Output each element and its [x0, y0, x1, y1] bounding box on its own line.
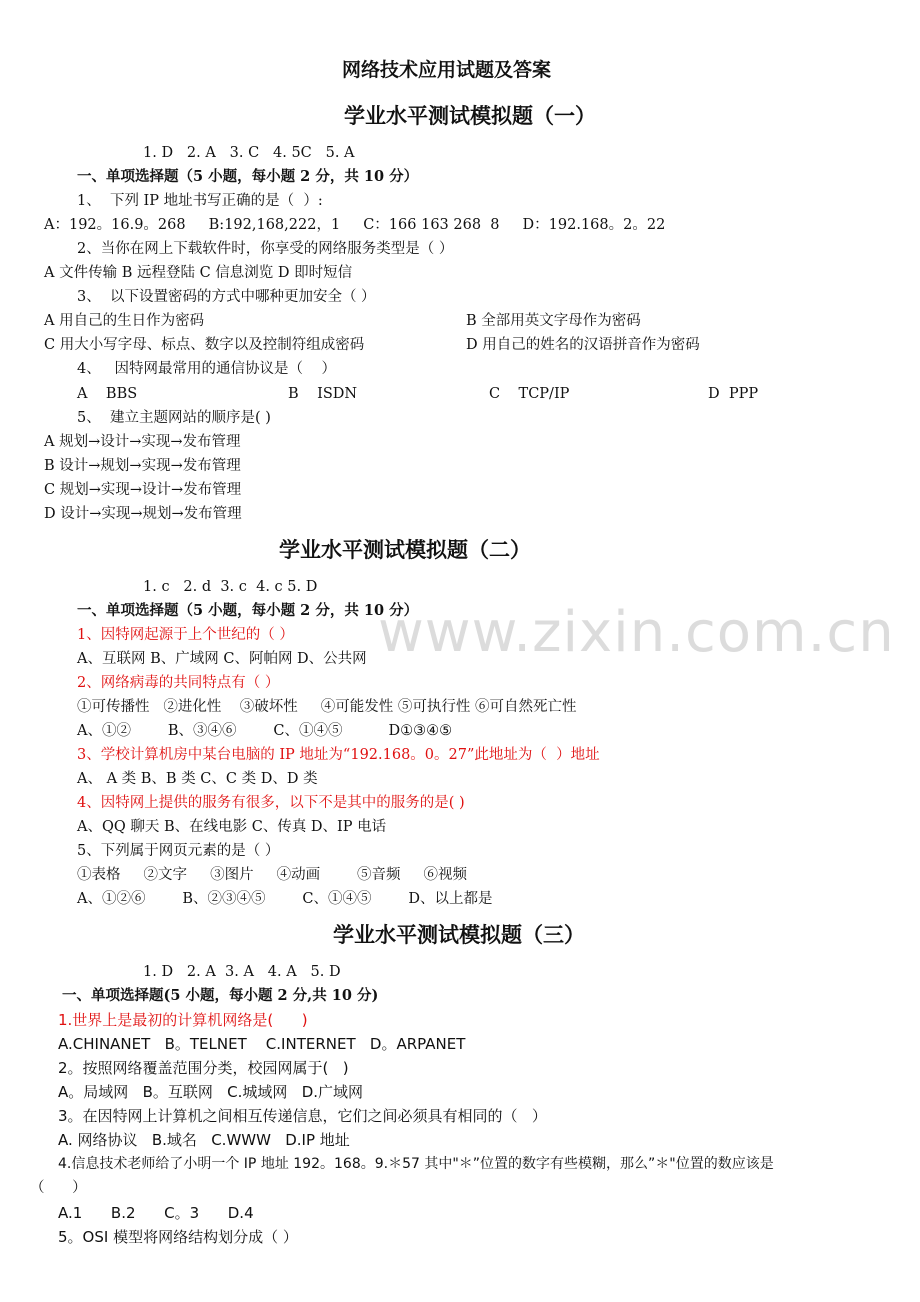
page-title: 网络技术应用试题及答案: [342, 59, 552, 81]
test1-q5-d: D 设计→实现→规划→发布管理: [44, 506, 242, 522]
test1-heading: 学业水平测试模拟题（一）: [344, 103, 596, 128]
test2-q4: 4、因特网上提供的服务有很多，以下不是其中的服务的是( ): [77, 795, 465, 811]
test2-q1: 1、因特网起源于上个世纪的（ ）: [77, 627, 294, 643]
test1-q5: 5、 建立主题网站的顺序是( ): [77, 410, 271, 426]
test1-q2-options: A 文件传输 B 远程登陆 C 信息浏览 D 即时短信: [44, 265, 353, 281]
test1-q4: 4、 因特网最常用的通信协议是（ ）: [77, 361, 336, 377]
test3-heading: 学业水平测试模拟题（三）: [333, 922, 585, 947]
test2-q5: 5、下列属于网页元素的是（ ）: [77, 843, 280, 859]
test2-q2-options: A、①② B、③④⑥ C、①④⑤ D①③④⑤: [77, 723, 453, 739]
test1-answers: 1. D 2. A 3. C 4. 5C 5. A: [143, 145, 355, 161]
test3-q4-options: A.1 B.2 C。3 D.4: [58, 1204, 254, 1222]
test2-q5-items: ①表格 ②文字 ③图片 ④动画 ⑤音频 ⑥视频: [77, 867, 468, 883]
test2-q1-options: A、互联网 B、广域网 C、阿帕网 D、公共网: [77, 651, 367, 667]
test3-q4: 4.信息技术老师给了小明一个 IP 地址 192。168。9.＊57 其中"＊”位置的数字有些模糊，那么”＊"位置的数应该是: [58, 1156, 774, 1172]
test3-q1-options: A.CHINANET B。TELNET C.INTERNET D。ARPANET: [58, 1035, 466, 1053]
test3-q2: 2。按照网络覆盖范围分类，校园网属于( ): [58, 1059, 349, 1077]
test3-q1: 1.世界上是最初的计算机网络是( ): [58, 1011, 308, 1029]
test3-q3-options: A. 网络协议 B.域名 C.WWW D.IP 地址: [58, 1131, 350, 1149]
test1-q4-d: D PPP: [708, 386, 759, 402]
test1-q4-b: B ISDN: [288, 386, 358, 402]
test2-q2: 2、网络病毒的共同特点有（ ）: [77, 675, 280, 691]
test2-heading: 学业水平测试模拟题（二）: [279, 537, 531, 562]
test1-q4-c: C TCP/IP: [489, 386, 570, 402]
test3-q4-cont: （ ）: [30, 1180, 87, 1196]
test3-q5: 5。OSI 模型将网络结构划分成（ ）: [58, 1228, 298, 1246]
test1-q3-a: A 用自己的生日作为密码: [44, 313, 205, 329]
test2-section: 一、单项选择题（5 小题，每小题 2 分，共 10 分）: [77, 602, 419, 619]
test1-q5-a: A 规划→设计→实现→发布管理: [44, 434, 241, 450]
test1-q4-a: A BBS: [77, 386, 138, 402]
test2-q3: 3、学校计算机房中某台电脑的 IP 地址为“192.168。0。27”此地址为（ ）地址: [77, 747, 600, 763]
test1-q3-b: B 全部用英文字母作为密码: [466, 313, 641, 329]
test2-q3-options: A、 A 类 B、B 类 C、C 类 D、D 类: [77, 771, 318, 787]
test1-q5-b: B 设计→规划→实现→发布管理: [44, 458, 241, 474]
test1-q1-options: A：192。16.9。268 B:192,168,222，1 C：166 163 268 8 D：192.168。2。22: [44, 217, 666, 233]
test1-q5-c: C 规划→实现→设计→发布管理: [44, 482, 242, 498]
test1-q2: 2、当你在网上下载软件时，你享受的网络服务类型是（ ）: [77, 241, 454, 257]
test1-section: 一、单项选择题（5 小题，每小题 2 分，共 10 分）: [77, 168, 419, 185]
test3-section: 一、单项选择题(5 小题，每小题 2 分,共 10 分): [62, 987, 379, 1004]
test2-q4-options: A、QQ 聊天 B、在线电影 C、传真 D、IP 电话: [77, 819, 387, 835]
watermark: www.zixin.com.cn: [378, 600, 895, 665]
test3-answers: 1. D 2. A 3. A 4. A 5. D: [143, 964, 341, 980]
test3-q3: 3。在因特网上计算机之间相互传递信息，它们之间必须具有相同的（ ）: [58, 1107, 547, 1125]
test2-q5-options: A、①②⑥ B、②③④⑤ C、①④⑤ D、以上都是: [77, 891, 493, 907]
test2-q2-items: ①可传播性 ②进化性 ③破坏性 ④可能发性 ⑤可执行性 ⑥可自然死亡性: [77, 699, 577, 715]
test1-q3-c: C 用大小写字母、标点、数字以及控制符组成密码: [44, 337, 365, 353]
test2-answers: 1. c 2. d 3. c 4. c 5. D: [143, 579, 318, 595]
test3-q2-options: A。局域网 B。互联网 C.城域网 D.广域网: [58, 1083, 364, 1101]
test1-q1: 1、 下列 IP 地址书写正确的是（ ）:: [77, 193, 323, 209]
test1-q3: 3、 以下设置密码的方式中哪种更加安全（ ）: [77, 289, 376, 305]
test1-q3-d: D 用自己的姓名的汉语拼音作为密码: [466, 337, 700, 353]
